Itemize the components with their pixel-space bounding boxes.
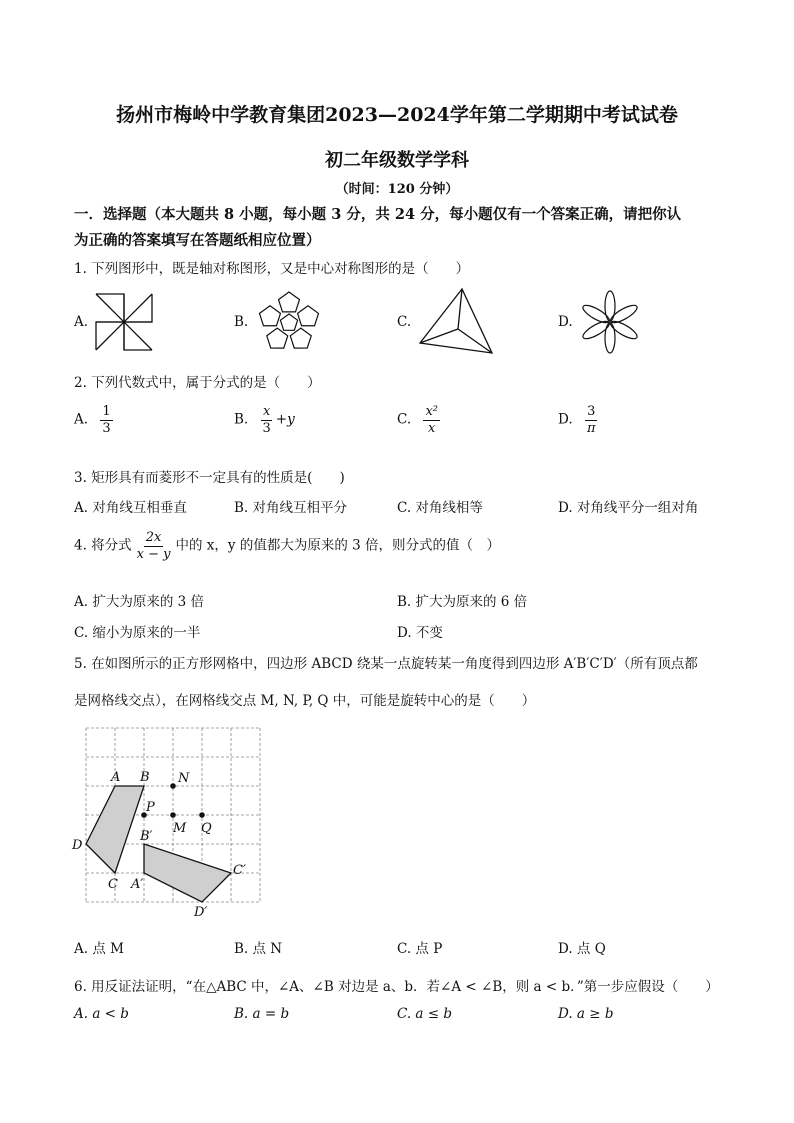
- denominator: x: [428, 420, 436, 436]
- q4-stem-pre: 4. 将分式: [74, 537, 132, 554]
- q5-option-a: A. 点 M: [74, 941, 124, 957]
- section-heading-line1: 一．选择题（本大题共 8 小题，每小题 3 分，共 24 分，每小题仅有一个答案正确，请把你认: [74, 206, 682, 223]
- q6-option-c: C. a ≤ b: [397, 1006, 453, 1022]
- numerator: x: [262, 404, 271, 419]
- label-n: N: [178, 771, 190, 786]
- q4-option-a: A. 扩大为原来的 3 倍: [74, 594, 205, 610]
- q2-option-a: [74, 405, 116, 435]
- label-d-prime: D′: [194, 905, 208, 920]
- section-heading-line2: 为正确的答案填写在答题纸相应位置）: [74, 232, 321, 249]
- q5-option-b: B. 点 N: [234, 941, 283, 957]
- label-a: A: [111, 770, 121, 785]
- q1-label-d: D.: [558, 314, 573, 330]
- numerator: 3: [587, 404, 596, 419]
- q6-option-a: A. a < b: [74, 1006, 129, 1022]
- q4-fraction: [135, 531, 173, 561]
- fraction-x-3: [261, 405, 273, 435]
- quad-a2b2c2d2: [144, 844, 231, 902]
- q1-figure-a-pinwheel: [94, 292, 154, 352]
- q2-option-b: [234, 405, 295, 435]
- fraction-1-3: [100, 405, 112, 435]
- point-n: [170, 783, 176, 789]
- exam-time: （时间：120 分钟）: [335, 182, 459, 197]
- q4-stem: [74, 531, 500, 561]
- q2-label-c: C.: [397, 411, 412, 428]
- label-c: C: [108, 877, 118, 892]
- denominator: x − y: [136, 546, 171, 562]
- denominator: 3: [102, 420, 111, 436]
- q2-label-b: B.: [234, 411, 249, 428]
- q1-figure-d-flower: [578, 289, 642, 355]
- q6-option-b: B. a = b: [234, 1006, 290, 1022]
- q3-stem: 3. 矩形具有而菱形不一定具有的性质是( ): [74, 470, 345, 486]
- label-p: P: [146, 800, 155, 815]
- denominator: π: [586, 420, 596, 436]
- q4-option-d: D. 不变: [397, 625, 443, 641]
- point-m: [170, 812, 176, 818]
- q5-stem-line1: 5. 在如图所示的正方形网格中，四边形 ABCD 绕某一点旋转某一角度得到四边形 A′B′C′D′（所有顶点都: [74, 656, 698, 672]
- label-b: B: [140, 770, 150, 785]
- q4-option-c: C. 缩小为原来的一半: [74, 625, 201, 641]
- numerator: 2x: [145, 530, 162, 545]
- q3-option-a: A. 对角线互相垂直: [74, 500, 187, 516]
- label-m: M: [173, 821, 187, 836]
- quad-abcd: [86, 786, 144, 873]
- q2-option-c: [397, 405, 443, 435]
- q5-option-c: C. 点 P: [397, 941, 443, 957]
- q2-label-d: D.: [558, 411, 573, 428]
- q2-stem: 2. 下列代数式中，属于分式的是（ ）: [74, 375, 321, 391]
- numerator: 1: [102, 404, 111, 419]
- numerator: x²: [425, 404, 438, 419]
- label-a-prime: A′: [131, 877, 144, 892]
- q6-stem: 6. 用反证法证明，“在△ABC 中，∠A、∠B 对边是 a、b．若∠A < ∠B，则 a < b．”第一步应假设（ ）: [74, 979, 719, 995]
- label-d: D: [72, 838, 83, 853]
- q6-option-d: D. a ≥ b: [558, 1006, 614, 1022]
- label-q: Q: [201, 821, 212, 836]
- fraction-3-pi: [585, 405, 598, 435]
- q3-option-c: C. 对角线相等: [397, 500, 483, 516]
- q1-stem: 1. 下列图形中，既是轴对称图形，又是中心对称图形的是（ ）: [74, 261, 470, 277]
- q1-label-a: A.: [74, 314, 89, 330]
- q5-grid-figure: [70, 720, 270, 920]
- q5-stem-line2: 是网格线交点），在网格线交点 M, N, P, Q 中，可能是旋转中心的是（ ）: [74, 693, 536, 709]
- q2-label-a: A.: [74, 411, 89, 428]
- q1-figure-c-triangle: [418, 287, 498, 359]
- q1-label-c: C.: [397, 314, 412, 330]
- denominator: 3: [262, 420, 271, 436]
- point-q: [199, 812, 205, 818]
- label-b-prime: B′: [140, 829, 153, 844]
- q4-option-b: B. 扩大为原来的 6 倍: [397, 594, 528, 610]
- exam-title: 扬州市梅岭中学教育集团2023—2024学年第二学期期中考试试卷: [116, 104, 678, 126]
- q3-option-d: D. 对角线平分一组对角: [558, 500, 699, 516]
- q1-label-b: B.: [234, 314, 249, 330]
- exam-subtitle: 初二年级数学学科: [325, 150, 469, 171]
- label-c-prime: C′: [233, 863, 246, 878]
- plus-y: +y: [275, 411, 295, 428]
- q1-figure-b-pentagons: [254, 289, 324, 357]
- fraction-x2-x: [423, 405, 440, 435]
- section-heading: [74, 202, 724, 254]
- q3-option-b: B. 对角线互相平分: [234, 500, 348, 516]
- q2-option-d: [558, 405, 600, 435]
- q4-stem-post: 中的 x，y 的值都大为原来的 3 倍，则分式的值（ ）: [175, 537, 501, 554]
- q5-option-d: D. 点 Q: [558, 941, 606, 957]
